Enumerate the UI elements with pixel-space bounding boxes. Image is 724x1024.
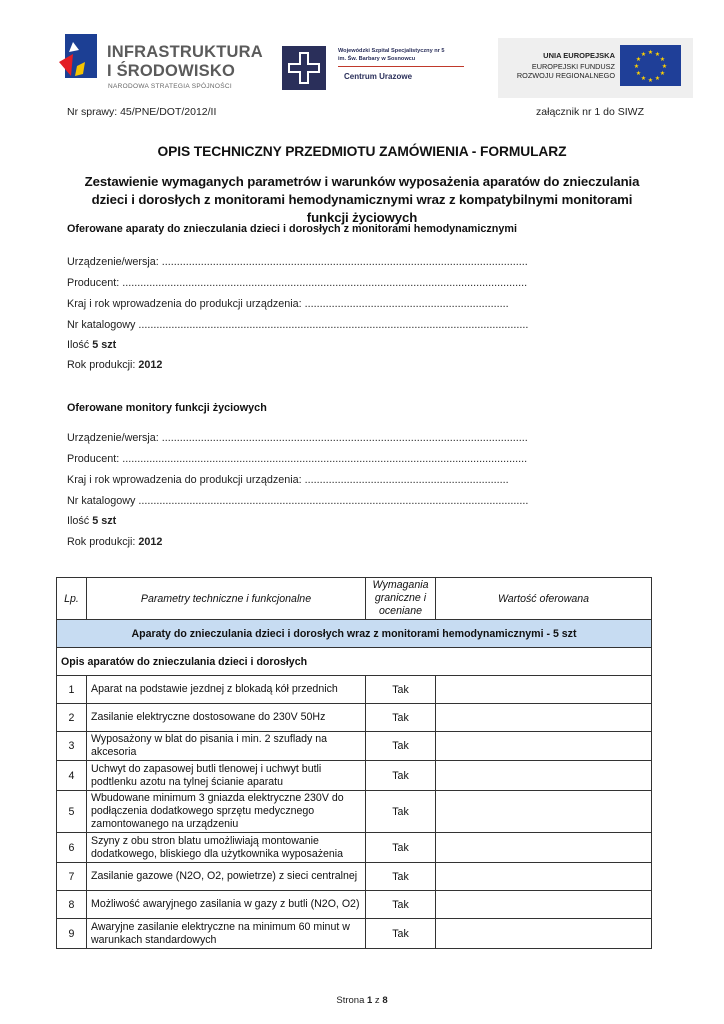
document-subtitle: Zestawienie wymaganych parametrów i warunków wyposażenia aparatów do znieczulania dzieci i dorosłych z monitorami hemodynamicznymi wraz z kompatybilnymi monitorami funkcji życiowych — [84, 174, 640, 225]
row-desc: Zasilanie gazowe (N2O, O2, powietrze) z sieci centralnej — [87, 863, 366, 891]
row-lp: 5 — [57, 791, 87, 833]
logo-left-line3: NARODOWA STRATEGIA SPÓJNOŚCI — [108, 83, 232, 90]
row-lp: 8 — [57, 891, 87, 919]
infrastruktura-logo — [55, 32, 263, 98]
table-row — [57, 863, 652, 891]
svg-text:★: ★ — [654, 51, 661, 58]
row-desc: Szyny z obu stron blatu umożliwiają montowanie dodatkowego, bliskiego dla użytkownika wyposażenia — [87, 833, 366, 863]
row-required: Tak — [366, 891, 436, 919]
header-lp: Lp. — [57, 578, 87, 620]
row-desc: Możliwość awaryjnego zasilania w gazy z butli (N2O, O2) — [87, 891, 366, 919]
row-offered-input[interactable] — [436, 791, 652, 833]
section1-qty — [67, 339, 116, 351]
svg-text:★: ★ — [647, 77, 654, 84]
row-offered-input[interactable] — [436, 891, 652, 919]
table-row — [57, 704, 652, 732]
qty-label: Ilość — [67, 339, 93, 351]
svg-text:★: ★ — [633, 63, 640, 70]
logo-right-line1: UNIA EUROPEJSKA — [543, 51, 615, 60]
section1-device-field: Urządzenie/wersja: .......................................................................................................................... — [67, 256, 528, 268]
table-row — [57, 676, 652, 704]
section-title: Opis aparatów do znieczulania dzieci i dorosłych — [57, 648, 652, 676]
row-desc: Wyposażony w blat do pisania i min. 2 szuflady na akcesoria — [87, 732, 366, 761]
logo-left-line2: I ŚRODOWISKO — [107, 62, 235, 80]
row-required: Tak — [366, 919, 436, 949]
section2-device-field: Urządzenie/wersja: .......................................................................................................................... — [67, 432, 528, 444]
section2-producer-field: Producent: ....................................................................................................................................... — [67, 453, 528, 465]
row-required: Tak — [366, 791, 436, 833]
row-lp: 9 — [57, 919, 87, 949]
logo-left-line1: INFRASTRUKTURA — [107, 43, 263, 61]
section2-country-field: Kraj i rok wprowadzenia do produkcji urządzenia: .................................................................... — [67, 474, 509, 486]
logo-right-line3: ROZWOJU REGIONALNEGO — [516, 71, 615, 80]
svg-text:★: ★ — [654, 75, 661, 82]
year-value: 2012 — [138, 536, 163, 548]
band-title: Aparaty do znieczulania dzieci i dorosłych wraz z monitorami hemodynamicznymi - 5 szt — [57, 620, 652, 648]
header-offered: Wartość oferowana — [436, 578, 652, 620]
row-desc: Zasilanie elektryczne dostosowane do 230V 50Hz — [87, 704, 366, 732]
page-total: 8 — [382, 995, 388, 1006]
eu-logo — [498, 38, 693, 98]
logo-center-line3: Centrum Urazowe — [344, 72, 413, 81]
table-row — [57, 732, 652, 761]
section2-catalog-field: Nr katalogowy .................................................................................................................................. — [67, 495, 529, 507]
medical-cross-icon — [282, 46, 326, 90]
row-lp: 1 — [57, 676, 87, 704]
row-lp: 2 — [57, 704, 87, 732]
section1-heading: Oferowane aparaty do znieczulania dzieci i dorosłych z monitorami hemodynamicznymi — [67, 223, 517, 235]
svg-text:★: ★ — [647, 49, 654, 56]
row-required: Tak — [366, 761, 436, 791]
qty-value: 5 szt — [92, 339, 117, 351]
section2-qty — [67, 515, 116, 527]
header-required: Wymagania graniczne i oceniane — [366, 578, 436, 620]
table-section-row — [57, 648, 652, 676]
year-value: 2012 — [138, 359, 163, 371]
svg-text:★: ★ — [659, 70, 666, 77]
row-desc: Wbudowane minimum 3 gniazda elektryczne 230V do podłączenia dodatkowego sprzętu medycznego zamontowanego na urządzeniu — [87, 791, 366, 833]
page-footer — [0, 995, 724, 1006]
page-label: Strona — [336, 995, 367, 1006]
section1-year — [67, 359, 162, 371]
row-required: Tak — [366, 676, 436, 704]
row-required: Tak — [366, 732, 436, 761]
section1-catalog-field: Nr katalogowy .................................................................................................................................. — [67, 319, 529, 331]
year-label: Rok produkcji: — [67, 359, 139, 371]
hospital-logo — [282, 46, 467, 90]
table-row — [57, 891, 652, 919]
page-number: 1 — [367, 995, 373, 1006]
svg-text:★: ★ — [659, 56, 666, 63]
svg-text:★: ★ — [661, 63, 668, 70]
qty-label: Ilość — [67, 515, 93, 527]
row-desc: Awaryjne zasilanie elektryczne na minimum 60 minut w warunkach standardowych — [87, 919, 366, 949]
table-band-row — [57, 620, 652, 648]
svg-text:★: ★ — [640, 51, 647, 58]
section1-producer-field: Producent: ....................................................................................................................................... — [67, 277, 528, 289]
logo-right-line2: EUROPEJSKI FUNDUSZ — [531, 62, 615, 71]
row-desc: Uchwyt do zapasowej butli tlenowej i uchwyt butli podtlenku azotu na tylnej ścianie aparatu — [87, 761, 366, 791]
logo-center-line1: Wojewódzki Szpital Specjalistyczny nr 5 — [338, 48, 445, 54]
table-header-row — [57, 578, 652, 620]
header-params: Parametry techniczne i funkcjonalne — [87, 578, 366, 620]
row-offered-input[interactable] — [436, 761, 652, 791]
row-lp: 6 — [57, 833, 87, 863]
case-number: Nr sprawy: 45/PNE/DOT/2012/II — [67, 106, 217, 118]
logo-center-line2: im. Św. Barbary w Sosnowcu — [338, 56, 416, 62]
row-offered-input[interactable] — [436, 919, 652, 949]
row-offered-input[interactable] — [436, 704, 652, 732]
row-lp: 3 — [57, 732, 87, 761]
logo-divider — [338, 66, 464, 67]
page-separator: z — [372, 995, 383, 1006]
parameters-table — [56, 577, 652, 949]
row-offered-input[interactable] — [436, 863, 652, 891]
row-offered-input[interactable] — [436, 732, 652, 761]
section2-heading: Oferowane monitory funkcji życiowych — [67, 402, 267, 414]
svg-text:★: ★ — [640, 75, 647, 82]
section2-year — [67, 536, 162, 548]
svg-text:★: ★ — [635, 70, 642, 77]
document-title: OPIS TECHNICZNY PRZEDMIOTU ZAMÓWIENIA - FORMULARZ — [157, 144, 567, 159]
section1-country-field: Kraj i rok wprowadzenia do produkcji urządzenia: .................................................................... — [67, 298, 509, 310]
svg-text:★: ★ — [635, 56, 642, 63]
table-row — [57, 833, 652, 863]
row-required: Tak — [366, 833, 436, 863]
row-required: Tak — [366, 863, 436, 891]
qty-value: 5 szt — [92, 515, 117, 527]
row-offered-input[interactable] — [436, 676, 652, 704]
table-row — [57, 761, 652, 791]
table-row — [57, 919, 652, 949]
nss-emblem-icon — [55, 32, 103, 94]
table-row — [57, 791, 652, 833]
row-required: Tak — [366, 704, 436, 732]
row-desc: Aparat na podstawie jezdnej z blokadą kół przednich — [87, 676, 366, 704]
row-lp: 7 — [57, 863, 87, 891]
attachment-label: załącznik nr 1 do SIWZ — [536, 106, 644, 118]
row-offered-input[interactable] — [436, 833, 652, 863]
row-lp: 4 — [57, 761, 87, 791]
eu-flag-icon — [620, 45, 681, 86]
year-label: Rok produkcji: — [67, 536, 139, 548]
